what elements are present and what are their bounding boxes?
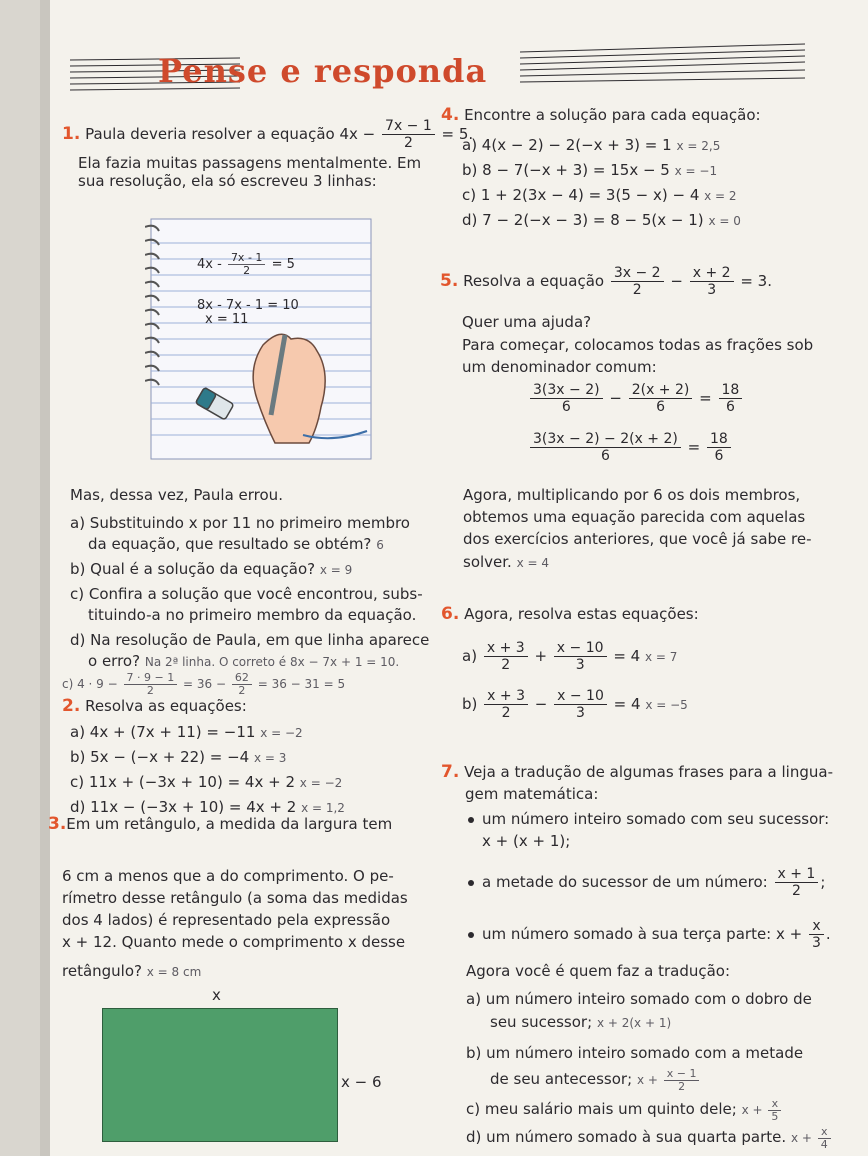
notebook-line1: 4x - $\frac{7x - 1}{2}$ = 5 <box>197 251 295 277</box>
q7-bullet2: a metade do sucessor de um número: $\frac{x + 1}{2}$ ; <box>468 866 825 899</box>
q7-d-answer: x + $\frac{x}{4}$ <box>791 1131 833 1145</box>
q5-para1: Para começar, colocamos todas as frações sob <box>462 336 814 354</box>
q6-item-a: a) $\frac{x + 3}{2}$ + $\frac{x - 10}{3}$ = 4 x = 7 <box>462 640 678 673</box>
q5-rest4: solver. x = 4 <box>463 553 550 571</box>
q7-bullet3: um número somado à sua terça parte: x + $\frac{x}{3}$ . <box>468 918 831 951</box>
q7-heading2: gem matemática: <box>465 785 599 803</box>
q5-rest3: dos exercícios anteriores, que você já sabe re- <box>463 530 812 548</box>
q5-help: Quer uma ajuda? <box>462 313 592 331</box>
page-binding-shadow <box>40 0 50 1156</box>
q2-item-c: c) 11x + (−3x + 10) = 4x + 2 x = −2 <box>70 773 343 791</box>
q3-line3: rímetro desse retângulo (a soma das medidas <box>62 889 408 907</box>
q2-item-a: a) 4x + (7x + 11) = −11 x = −2 <box>70 723 303 741</box>
q4-item-b: b) 8 − 7(−x + 3) = 15x − 5 x = −1 <box>462 161 718 179</box>
notebook-line2: 8x - 7x - 1 = 10 <box>197 298 299 313</box>
q1-b: b) Qual é a solução da equação? x = 9 <box>70 560 353 578</box>
bullet-icon <box>468 880 474 886</box>
q2-answer-d: x = 1,2 <box>301 801 345 815</box>
q7-bullet1-expr: x + (x + 1); <box>482 832 571 850</box>
bullet-icon <box>468 932 474 938</box>
q7-c: c) meu salário mais um quinto dele; x + $\frac{x}{5}$ <box>466 1098 783 1123</box>
q3-line1: 3.Em um retângulo, a medida da largura tem <box>48 814 393 834</box>
q1-line3: sua resolução, ela só escreveu 3 linhas: <box>78 172 377 190</box>
q5-number: 5. <box>440 271 459 291</box>
q6-answer-b: x = −5 <box>645 698 688 712</box>
q2-heading: 2. Resolva as equações: <box>62 696 247 716</box>
q5-rest2: obtemos uma equação parecida com aquelas <box>463 508 806 526</box>
q4-item-d: d) 7 − 2(−x − 3) = 8 − 5(x − 1) x = 0 <box>462 211 741 229</box>
q5-heading: 5. Resolva a equação $\frac{3x - 2}{2}$ − $\frac{x + 2}{3}$ = 3. <box>440 265 772 298</box>
q5-answer: x = 4 <box>516 556 550 570</box>
q2-answer-c: x = −2 <box>299 776 343 790</box>
q1-intro-end: = 5. <box>441 125 474 143</box>
q5-equation2: $\frac{3(3x - 2) - 2(x + 2)}{6}$ = $\frac{18}{6}$ <box>528 431 733 464</box>
q4-item-a: a) 4(x − 2) − 2(−x + 3) = 1 x = 2,5 <box>462 136 721 154</box>
q7-now: Agora você é quem faz a tradução: <box>466 962 731 980</box>
q2-item-d: d) 11x − (−3x + 10) = 4x + 2 x = 1,2 <box>70 798 345 816</box>
q7-a-answer: x + 2(x + 1) <box>596 1016 672 1030</box>
q6-answer-a: x = 7 <box>644 650 678 664</box>
q1-but: Mas, dessa vez, Paula errou. <box>70 486 283 504</box>
q5-equation1: $\frac{3(3x - 2)}{6}$ − $\frac{2(x + 2)}{6}$ = $\frac{18}{6}$ <box>528 382 744 415</box>
q4-item-c: c) 1 + 2(3x − 4) = 3(5 − x) − 4 x = 2 <box>462 186 737 204</box>
q3-line5: x + 12. Quanto mede o comprimento x desse <box>62 933 406 951</box>
bullet-icon <box>468 817 474 823</box>
q5-para2: um denominador comum: <box>462 358 657 376</box>
q6-number: 6. <box>441 604 460 624</box>
q1-c-answer: c) 4 · 9 − $\frac{7 \cdot 9 - 1}{2}$ = 36 − $\frac{62}{2}$ = 36 − 31 = 5 <box>62 671 346 697</box>
q1-number: 1. <box>62 124 81 144</box>
q2-answer-b: x = 3 <box>254 751 287 765</box>
q1-c-line2: tituindo-a no primeiro membro da equação. <box>88 606 417 624</box>
q1-intro-text: Paula deveria resolver a equação 4x − <box>85 125 376 143</box>
notebook-line3: x = 11 <box>205 312 249 327</box>
q3-line2: 6 cm a menos que a do comprimento. O pe- <box>62 867 394 885</box>
q3-number: 3. <box>48 814 67 834</box>
q7-a-line2: seu sucessor; x + 2(x + 1) <box>490 1013 672 1031</box>
q2-item-b: b) 5x − (−x + 22) = −4 x = 3 <box>70 748 287 766</box>
q1-a-line2: da equação, que resultado se obtém? 6 <box>88 535 384 553</box>
q7-d: d) um número somado à sua quarta parte. x + $\frac{x}{4}$ <box>466 1126 833 1151</box>
q1-d-line2: o erro? Na 2ª linha. O correto é 8x − 7x + 1 = 10. <box>88 652 400 670</box>
q7-b-answer: x + $\frac{x - 1}{2}$ <box>637 1073 702 1087</box>
q5-rest1: Agora, multiplicando por 6 os dois membros, <box>463 486 801 504</box>
q4-number: 4. <box>441 105 460 125</box>
q1-fraction: $\frac{7x - 1}{2}$ <box>382 118 435 151</box>
green-rectangle <box>102 1008 338 1142</box>
q6-heading: 6. Agora, resolva estas equações: <box>441 604 699 624</box>
page-title: Pense e responda <box>158 52 488 90</box>
q1-b-answer: x = 9 <box>319 563 353 577</box>
q7-heading1: 7. Veja a tradução de algumas frases para a lingua- <box>441 762 833 782</box>
q6-item-b: b) $\frac{x + 3}{2}$ − $\frac{x - 10}{3}$ = 4 x = −5 <box>462 688 688 721</box>
q1-c-line1: c) Confira a solução que você encontrou, subs- <box>70 585 423 603</box>
q1-d-answer: Na 2ª linha. O correto é 8x − 7x + 1 = 10. <box>144 655 400 669</box>
q4-answer-c: x = 2 <box>704 189 737 203</box>
q1-line2: Ela fazia muitas passagens mentalmente. Em <box>78 154 422 172</box>
q4-answer-b: x = −1 <box>674 164 718 178</box>
q3-line6: retângulo? x = 8 cm <box>62 962 202 980</box>
q7-b-line2: de seu antecessor; x + $\frac{x - 1}{2}$ <box>490 1068 701 1093</box>
rectangle-label-side: x − 6 <box>341 1073 382 1091</box>
q1-a-answer: 6 <box>376 538 384 552</box>
q2-answer-a: x = −2 <box>260 726 303 740</box>
q2-number: 2. <box>62 696 81 716</box>
q3-line4: dos 4 lados) é representado pela expressão <box>62 911 391 929</box>
q4-answer-a: x = 2,5 <box>676 139 721 153</box>
q7-a-line1: a) um número inteiro somado com o dobro de <box>466 990 812 1008</box>
q7-bullet1: um número inteiro somado com seu sucessor: <box>468 810 829 829</box>
q7-b-line1: b) um número inteiro somado com a metade <box>466 1044 804 1062</box>
q1-intro <box>62 118 473 151</box>
q7-c-answer: x + $\frac{x}{5}$ <box>742 1103 784 1117</box>
rectangle-label-x: x <box>212 986 221 1004</box>
q1-a-line1: a) Substituindo x por 11 no primeiro membro <box>70 514 410 532</box>
page-binding <box>0 0 40 1156</box>
q3-answer: x = 8 cm <box>146 965 202 979</box>
q4-answer-d: x = 0 <box>708 214 741 228</box>
q7-number: 7. <box>441 762 460 782</box>
q4-heading: 4. Encontre a solução para cada equação: <box>441 105 761 125</box>
q1-d-line1: d) Na resolução de Paula, em que linha aparece <box>70 631 430 649</box>
